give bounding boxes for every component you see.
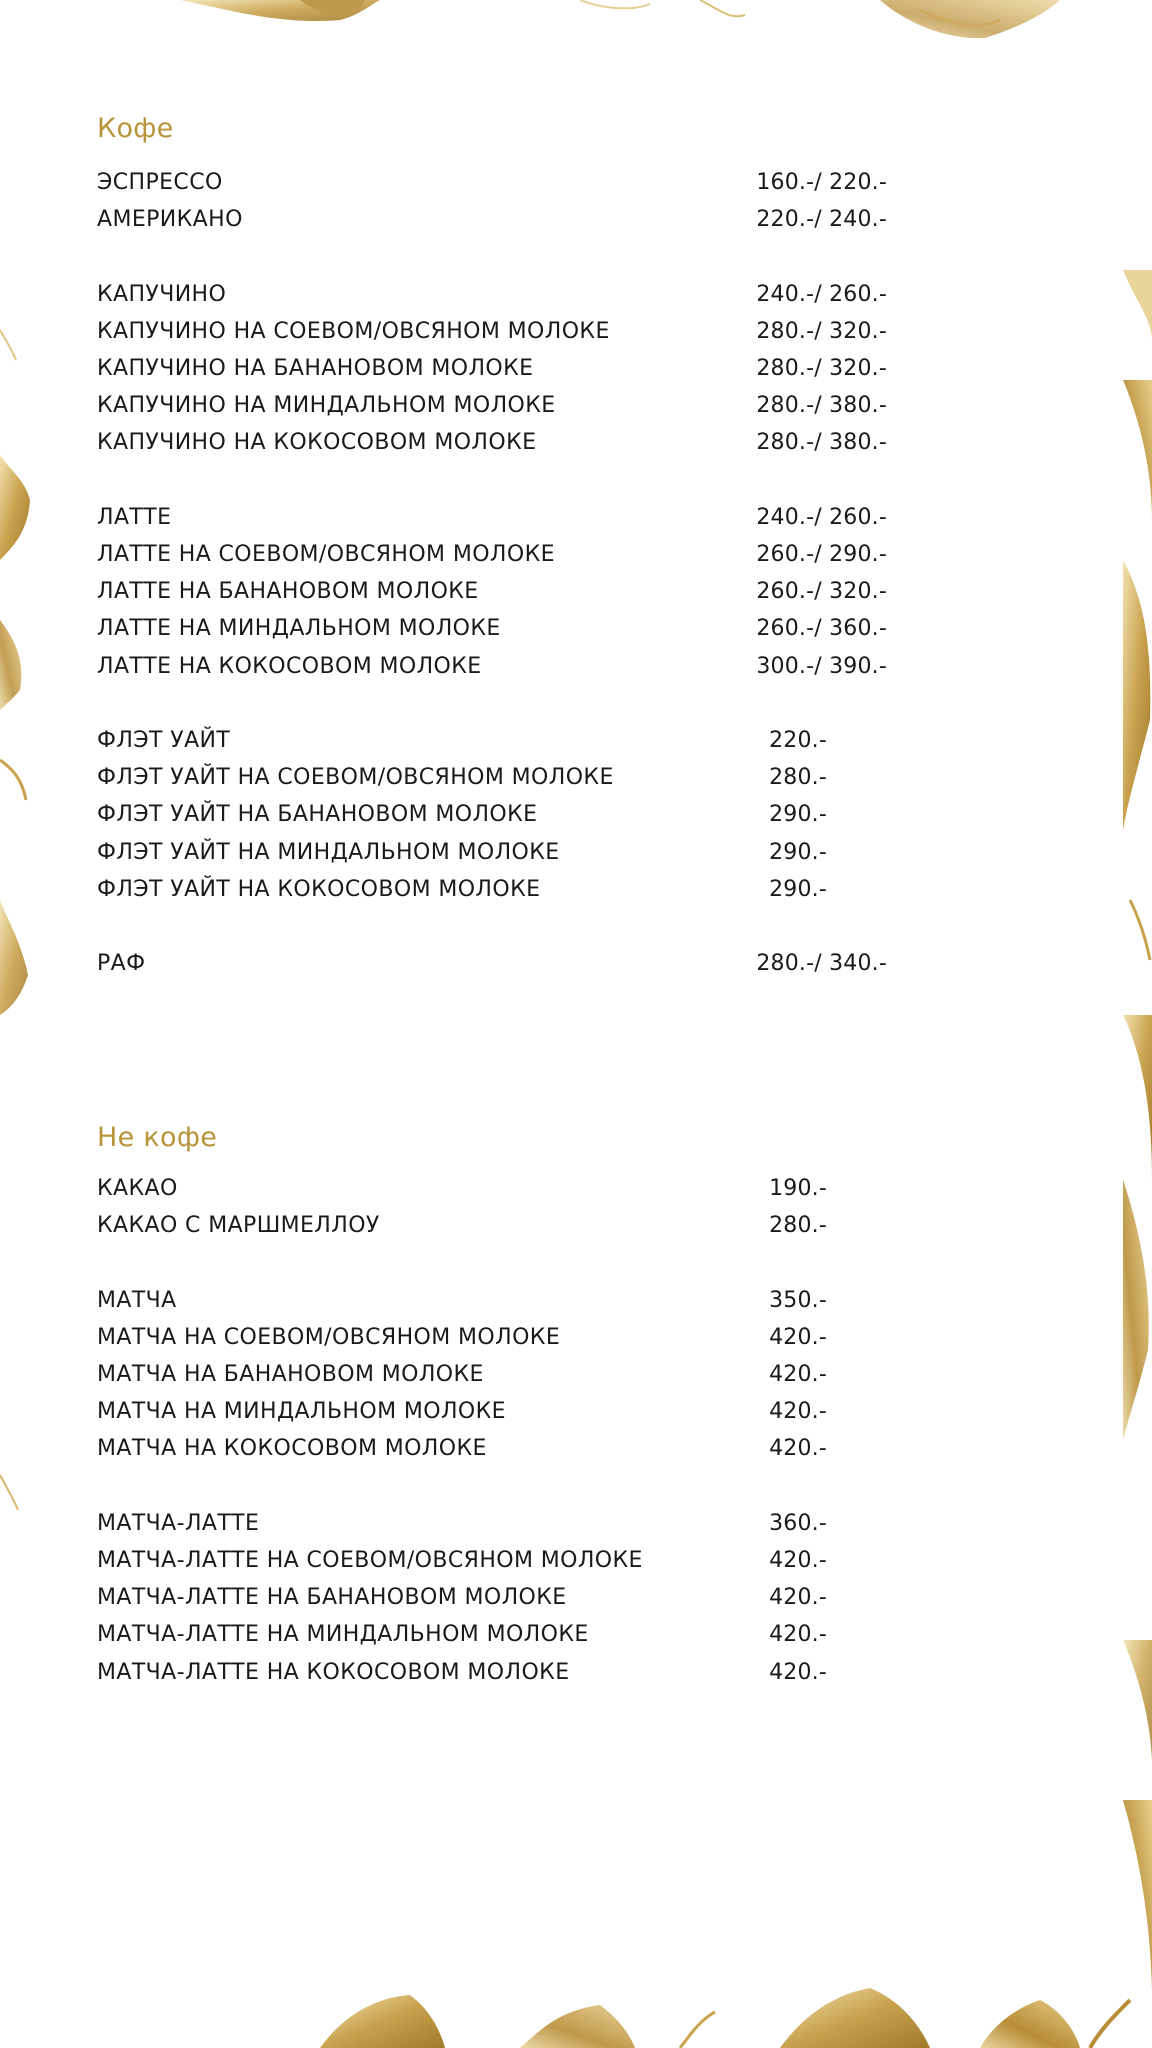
menu-item [97,840,997,874]
menu-item [97,319,997,353]
menu-item [97,765,997,799]
menu-item [97,802,997,836]
menu-item [97,1288,997,1322]
menu-item [97,1660,997,1694]
left-gold-strip [0,330,30,1510]
item-name: ЛАТТЕ НА КОКОСОВОМ МОЛОКЕ [97,653,482,679]
item-price: 190.- [769,1176,827,1201]
item-price: 280.-/ 320.- [756,356,887,381]
item-price: 420.- [769,1622,827,1648]
item-name: МАТЧА НА МИНДАЛЬНОМ МОЛОКЕ [97,1399,506,1425]
item-price: 260.-/ 320.- [756,579,887,605]
section-title-not-coffee: Не кофе [97,1122,218,1153]
item-name: КАКАО [97,1176,178,1201]
item-price: 240.-/ 260.- [756,281,887,307]
item-price: 220.- [769,728,827,753]
item-name: ФЛЭТ УАЙТ НА КОКОСОВОМ МОЛОКЕ [97,876,541,902]
menu-item [97,1436,997,1470]
item-name: ЛАТТЕ НА МИНДАЛЬНОМ МОЛОКЕ [97,616,501,642]
item-price: 280.-/ 320.- [756,318,887,344]
item-name: МАТЧА [97,1287,177,1313]
item-name: МАТЧА НА КОКОСОВОМ МОЛОКЕ [97,1436,487,1462]
item-price: 280.- [769,1213,827,1239]
menu-item [97,282,997,316]
item-price: 420.- [769,1399,827,1425]
item-price: 260.-/ 360.- [756,616,887,642]
item-name: КАПУЧИНО НА МИНДАЛЬНОМ МОЛОКЕ [97,393,556,419]
menu-item [97,1176,997,1210]
item-name: РАФ [97,951,146,977]
item-price: 300.-/ 390.- [756,653,887,679]
menu-item [97,1511,997,1545]
item-price: 280.-/ 340.- [756,951,887,977]
item-price: 290.- [769,876,827,902]
item-name: МАТЧА-ЛАТТЕ НА МИНДАЛЬНОМ МОЛОКЕ [97,1622,589,1648]
menu-item [97,1585,997,1619]
item-name: МАТЧА-ЛАТТЕ НА БАНАНОВОМ МОЛОКЕ [97,1585,567,1611]
item-name: МАТЧА-ЛАТТЕ НА КОКОСОВОМ МОЛОКЕ [97,1659,570,1685]
menu-item [97,430,997,464]
item-price: 160.-/ 220.- [756,170,887,195]
menu-item [97,728,997,762]
item-name: МАТЧА НА СОЕВОМ/ОВСЯНОМ МОЛОКЕ [97,1324,561,1350]
item-name: КАПУЧИНО НА БАНАНОВОМ МОЛОКЕ [97,356,534,381]
menu-page [97,0,997,2048]
menu-item [97,207,997,241]
item-name: МАТЧА-ЛАТТЕ НА СОЕВОМ/ОВСЯНОМ МОЛОКЕ [97,1548,643,1573]
item-name: ФЛЭТ УАЙТ НА МИНДАЛЬНОМ МОЛОКЕ [97,839,560,865]
menu-item [97,1548,997,1582]
item-name: ЭСПРЕССО [97,170,223,195]
menu-item [97,542,997,576]
item-price: 280.-/ 380.- [756,393,887,419]
item-name: МАТЧА-ЛАТТЕ [97,1510,260,1536]
item-price: 420.- [769,1548,827,1573]
menu-item [97,1325,997,1359]
menu-item [97,505,997,539]
item-price: 290.- [769,802,827,828]
item-name: КАПУЧИНО [97,281,227,307]
item-name: ЛАТТЕ НА СОЕВОМ/ОВСЯНОМ МОЛОКЕ [97,542,555,567]
menu-item [97,1399,997,1433]
item-name: ФЛЭТ УАЙТ [97,728,231,753]
item-price: 240.-/ 260.- [756,504,887,530]
item-name: ЛАТТЕ НА БАНАНОВОМ МОЛОКЕ [97,579,479,605]
item-price: 420.- [769,1585,827,1611]
item-price: 220.-/ 240.- [756,207,887,233]
menu-item [97,170,997,204]
item-price: 280.- [769,765,827,791]
item-name: ФЛЭТ УАЙТ НА СОЕВОМ/ОВСЯНОМ МОЛОКЕ [97,765,614,791]
item-price: 420.- [769,1659,827,1685]
menu-item [97,356,997,390]
menu-item [97,579,997,613]
menu-item [97,1622,997,1656]
item-name: КАПУЧИНО НА СОЕВОМ/ОВСЯНОМ МОЛОКЕ [97,318,610,344]
menu-item [97,1362,997,1396]
item-price: 420.- [769,1324,827,1350]
item-price: 290.- [769,839,827,865]
menu-item [97,654,997,688]
menu-item [97,393,997,427]
item-price: 260.-/ 290.- [756,542,887,567]
item-name: ЛАТТЕ [97,504,172,530]
item-price: 350.- [769,1287,827,1313]
item-price: 360.- [769,1510,827,1536]
right-gold-strip [1123,270,1152,1990]
item-price: 420.- [769,1362,827,1387]
menu-item [97,877,997,911]
item-name: КАПУЧИНО НА КОКОСОВОМ МОЛОКЕ [97,430,537,456]
item-name: КАКАО С МАРШМЕЛЛОУ [97,1213,380,1239]
item-name: МАТЧА НА БАНАНОВОМ МОЛОКЕ [97,1362,484,1387]
menu-item [97,1213,997,1247]
item-price: 280.-/ 380.- [756,430,887,456]
menu-item [97,951,997,985]
item-price: 420.- [769,1436,827,1462]
section-title-coffee: Кофе [97,113,174,144]
menu-item [97,616,997,650]
item-name: АМЕРИКАНО [97,207,243,233]
item-name: ФЛЭТ УАЙТ НА БАНАНОВОМ МОЛОКЕ [97,802,538,828]
